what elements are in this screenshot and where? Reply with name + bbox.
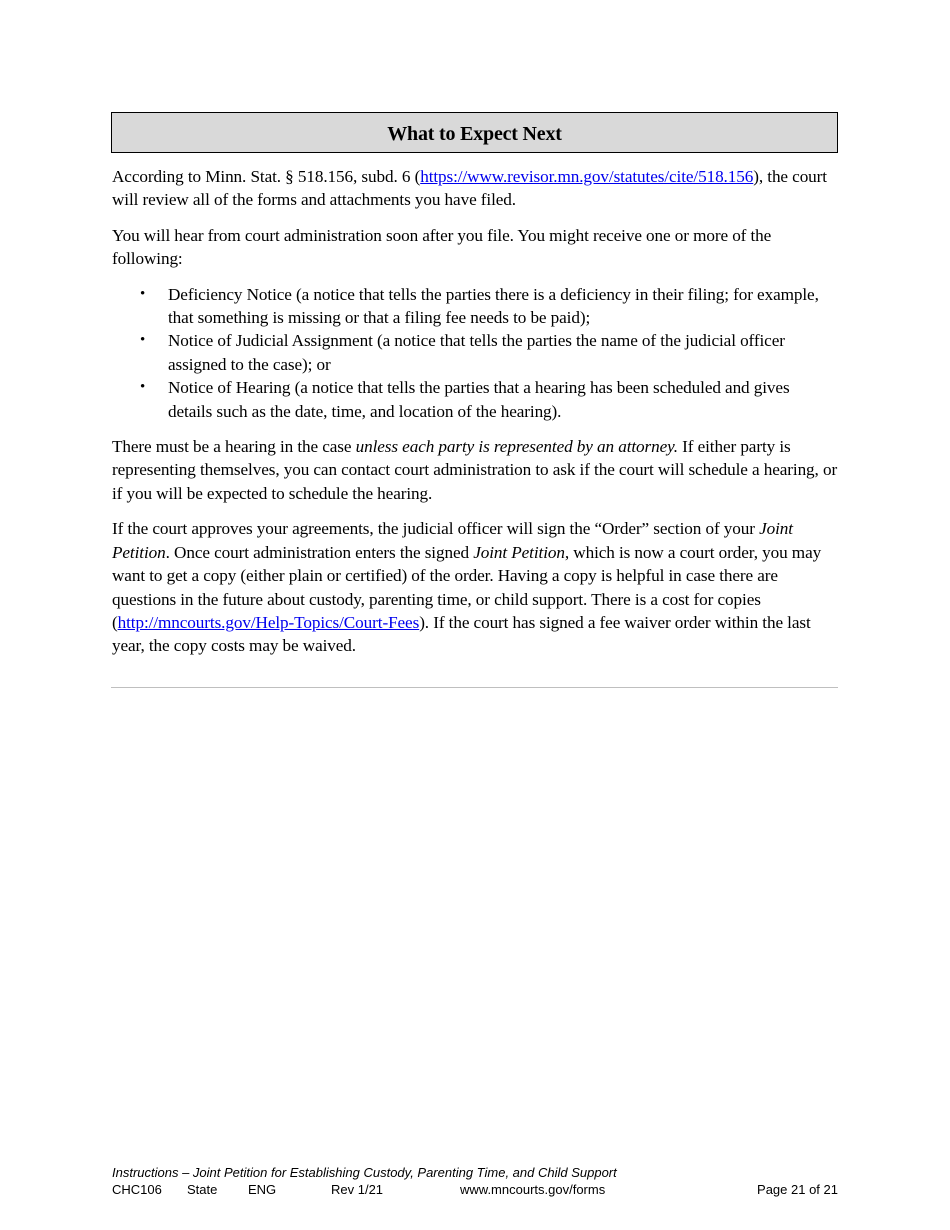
paragraph-order-text-2: . Once court administration enters the signed xyxy=(165,542,474,562)
document-body xyxy=(112,165,842,670)
paragraph-hearing-text-end: If either party is representing themselves, you can contact court administration to ask if the court will schedule a hearing, or if you will be expected to schedule the hearing. xyxy=(112,437,838,503)
joint-petition-italic-2: Joint Petition xyxy=(473,542,565,562)
court-fees-link[interactable]: http://mncourts.gov/Help-Topics/Court-Fees xyxy=(117,612,420,632)
notice-list xyxy=(112,283,842,423)
paragraph-hearing-text: There must be a hearing in the case xyxy=(112,437,356,457)
paragraph-statute xyxy=(112,165,842,212)
section-header xyxy=(111,112,838,153)
bullet-icon: • xyxy=(140,332,146,349)
list-item-text: Notice of Judicial Assignment (a notice that tells the parties the name of the judicial officer assigned to the case); or xyxy=(168,331,785,374)
paragraph-hearing-italic: unless each party is represented by an attorney. xyxy=(355,437,678,457)
footer-form-code: CHC106 xyxy=(112,1182,162,1197)
joint-petition-italic-1: Joint Petition xyxy=(112,519,793,562)
footer-meta xyxy=(112,1181,838,1198)
footer-website: www.mncourts.gov/forms xyxy=(460,1182,606,1197)
list-item-text: Deficiency Notice (a notice that tells the parties there is a deficiency in their filing; for example, that something is missing or that a filing fee needs to be paid); xyxy=(168,284,819,328)
statute-link[interactable]: https://www.revisor.mn.gov/statutes/cite/518.156 xyxy=(420,167,754,186)
paragraph-order-text-1: If the court approves your agreements, the judicial officer will sign the “Order” section of your xyxy=(112,519,760,539)
paragraph-statute-text-end: ), the court will review all of the forms and attachments you have filed. xyxy=(112,167,827,210)
list-item xyxy=(112,283,842,330)
footer-language: ENG xyxy=(248,1182,277,1197)
footer-page-number: Page 21 of 21 xyxy=(757,1182,838,1197)
paragraph-order-text-4: ). If the court has signed a fee waiver order within the last year, the copy costs may be waived. xyxy=(112,612,811,656)
section-divider xyxy=(111,687,838,688)
list-item xyxy=(112,376,842,423)
page-footer xyxy=(112,1164,838,1198)
footer-title: Instructions – Joint Petition for Establishing Custody, Parenting Time, and Child Support xyxy=(112,1165,617,1180)
paragraph-hearing xyxy=(112,435,842,505)
bullet-icon: • xyxy=(140,285,146,302)
list-item-text: Notice of Hearing (a notice that tells the parties that a hearing has been scheduled and gives details such as the date, time, and location of the hearing). xyxy=(168,378,790,421)
footer-state: State xyxy=(187,1182,218,1197)
section-title: What to Expect Next xyxy=(387,123,562,145)
paragraph-order xyxy=(112,517,842,657)
list-item xyxy=(112,329,842,376)
paragraph-statute-text: According to Minn. Stat. § 518.156, subd. 6 ( xyxy=(112,167,421,186)
paragraph-hear-from-court: You will hear from court administration soon after you file. You might receive one or more of the following: xyxy=(112,225,772,269)
footer-revision: Rev 1/21 xyxy=(331,1182,384,1197)
paragraph-order-text-3: , which is now a court order, you may want to get a copy (either plain or certified) of the order. Having a copy is helpful in case there are questions in the future about custody, parenting time, or child support. There is a cost for copies ( xyxy=(112,542,822,632)
bullet-icon: • xyxy=(140,379,146,396)
